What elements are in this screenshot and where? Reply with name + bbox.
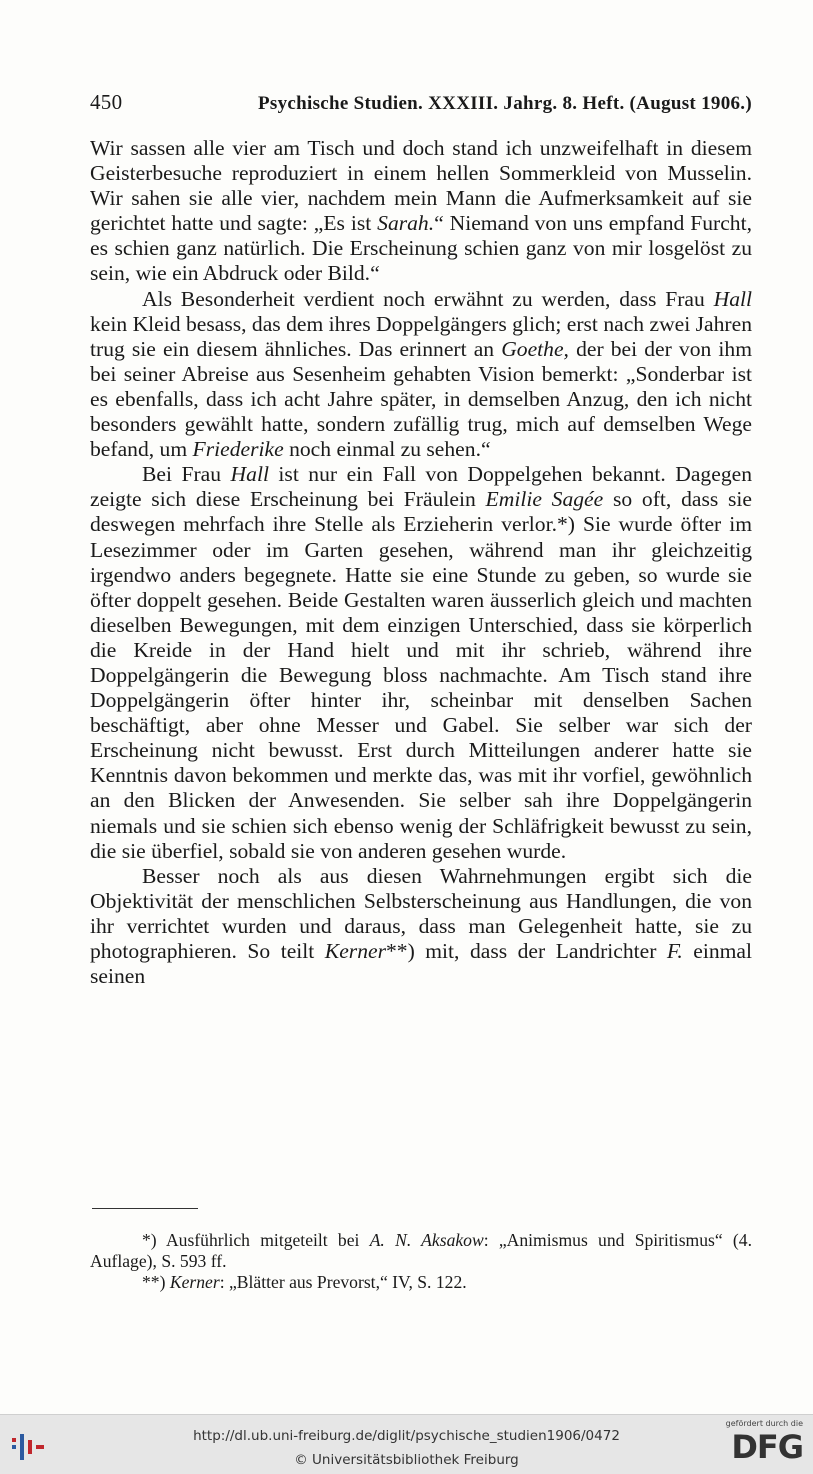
footnote-1: *) Ausführlich mitgeteilt bei A. N. Aksakow: „Animismus und Spiritismus“ (4. Auflage), S. 593 ff. (90, 1230, 752, 1271)
page-number: 450 (90, 90, 123, 114)
footnote-author-aksakow: A. N. Aksakow (369, 1230, 484, 1250)
paragraph-4: Besser noch als aus diesen Wahrnehmungen ergibt sich die Objektivität der menschlichen Selbsterscheinung aus Handlungen, die von ihr verrichtet wurden und daraus, dass man Gelegenheit hatte, sie zu photographieren. So teilt Kerner**) mit, dass der Landrichter F. einmal seinen (90, 863, 752, 989)
copyright-notice: © Universitätsbibliothek Freiburg (294, 1452, 519, 1468)
footnotes (90, 1230, 752, 1293)
main-text (90, 136, 752, 989)
journal-title: Psychische Studien. XXXIII. Jahrg. 8. Heft. (August 1906.) (257, 93, 752, 114)
paragraph-2: Als Besonderheit verdient noch erwähnt zu werden, dass Frau Hall kein Kleid besass, das dem ihres Doppelgängers glich; erst nach zwei Jahren trug sie ein diesem ähnliches. Das erinnert an Goethe, der bei der von ihm bei seiner Abreise aus Sesenheim gehabten Vision bemerkt: „Sonderbar ist es ebenfalls, dass ich acht Jahre später, in demselben Anzug, den ich nicht besonders gewählt hatte, sondern zufällig trug, mich auf demselben Wege befand, um Friederike noch einmal zu sehen.“ (90, 286, 753, 462)
permalink-url[interactable]: http://dl.ub.uni-freiburg.de/diglit/psychische_studien1906/0472 (193, 1428, 620, 1444)
paragraph-1: Wir sassen alle vier am Tisch und doch stand ich unzweifelhaft in diesem Geisterbesuche reproduziert in einem hellen Sommerkleid von Musselin. Wir sahen sie alle vier, nachdem mein Mann die Aufmerksamkeit auf sie gerichtet hatte und sagte: „Es ist Sarah.“ Niemand von uns empfand Furcht, es schien ganz natürlich. Die Erscheinung schien ganz von mir losgelöst zu sein, wie ein Abdruck oder Bild.“ (90, 136, 752, 286)
paragraph-3: Bei Frau Hall ist nur ein Fall von Doppelgehen bekannt. Dagegen zeigte sich diese Erscheinung bei Fräulein Emilie Sagée so oft, dass sie deswegen mehrfach ihre Stelle als Erzieherin verlor.*) Sie wurde öfter im Lesezimmer oder im Garten gesehen, während man ihr gleichzeitig irgendwo anders begegnete. Hatte sie eine Stunde zu geben, so wurde sie öfter doppelt gesehen. Beide Gestalten waren äusserlich gleich und machten dieselben Bewegungen, mit dem einzigen Unterschied, dass sie körperlich die Kreide in der Hand hielt und mit ihr schrieb, während ihre Doppelgängerin die Bewegung bloss nachmachte. Am Tisch stand ihre Doppelgängerin öfter hinter ihr, scheinbar mit denselben Sachen beschäftigt, aber ohne Messer und Gabel. Sie selber war sich der Erscheinung nicht bewusst. Erst durch Mitteilungen anderer hatte sie Kenntnis davon bekommen und merkte das, was mit ihr vorfiel, gewöhnlich an den Blicken der Anwesenden. Sie selber sah ihre Doppelgängerin niemals und sie schien sich ebenso wenig der Schläfrigkeit bewusst zu sein, die sie überfiel, sobald sie von anderen gesehen wurde. (90, 462, 753, 863)
dfg-caption: gefördert durch die (725, 1419, 803, 1428)
name-goethe: Goethe, (501, 336, 569, 361)
dfg-logo (717, 1419, 803, 1471)
footnote-rule (92, 1208, 198, 1209)
name-f: F. (666, 939, 683, 963)
library-footer (0, 1414, 813, 1474)
name-emilie-sagee: Emilie Sagée (485, 487, 604, 512)
name-hall: Hall (713, 286, 752, 311)
name-friederike: Friederike (192, 437, 284, 462)
footnote-2: **) Kerner: „Blätter aus Prevorst,“ IV, S. 122. (142, 1272, 467, 1292)
running-header (90, 90, 752, 115)
dfg-wordmark: DFG (731, 1428, 803, 1466)
name-sarah: Sarah. (377, 211, 435, 236)
name-hall-2: Hall (230, 462, 269, 487)
footnote-author-kerner: Kerner (169, 1272, 220, 1292)
name-kerner: Kerner (324, 939, 386, 963)
